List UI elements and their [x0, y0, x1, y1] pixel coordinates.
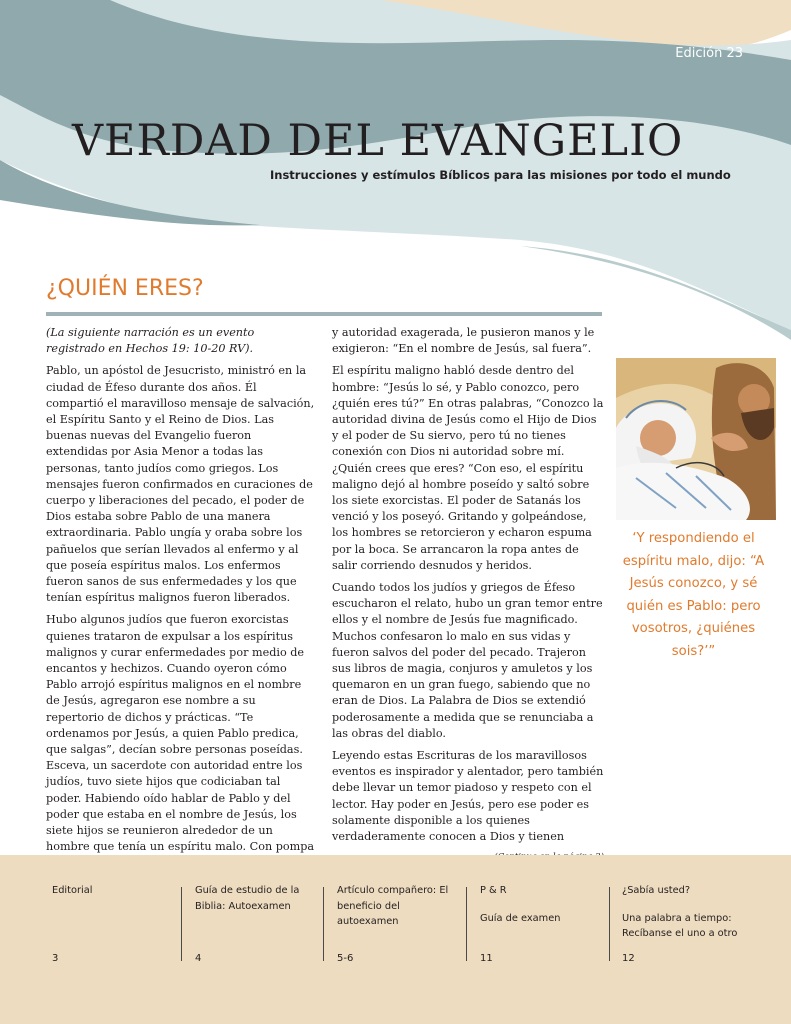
pull-quote: ‘Y respondiendo el espíritu malo, dijo: “A Jesús conozco, y sé quién es Pablo: pero vosotros, ¿quiénes sois?’”	[622, 531, 765, 659]
paragraph: Leyendo estas Escrituras de los maravillosos eventos es inspirador y alentador, pero también debe llevar un temor piadoso y respeto con el lector. Hay poder en Jesús, pero ese poder es solamente disponible a los quienes verdaderamente conocen a Dios y tienen	[332, 749, 604, 844]
footer-item-companion-article[interactable]	[337, 883, 462, 930]
masthead-title: VERDAD DEL EVANGELIO	[72, 116, 684, 166]
paragraph: y autoridad exagerada, le pusieron manos y le exigieron: “En el nombre de Jesús, sal fuera”.	[332, 326, 595, 356]
footer-item-study-guide[interactable]	[195, 883, 320, 914]
header-waves	[0, 0, 791, 380]
article-column-2	[332, 325, 604, 872]
paragraph: El espíritu maligno habló desde dentro del hombre: “Jesús lo sé, y Pablo conozco, pero ¿quién eres tú?” En otras palabras, “Conozco la autoridad divina de Jesús como el Hijo de Dios y el poder de Su siervo, pero tú no tienes conexión con Dios ni autoridad sobre mí. ¿Quién crees que eres? “Con eso, el espíritu maligno dejó al hombre poseído y saltó sobre los siete exorcistas. El poder de Satanás los venció y los poseyó. Gritando y golpeándose, los hombres se retorcieron y echaron espuma por la boca. Se arrancaron la ropa antes de salir corriendo desnudos y heridos.	[332, 364, 604, 572]
tagline: Instrucciones y estímulos Bíblicos para las misiones por todo el mundo	[270, 168, 731, 182]
footer-item-editorial[interactable]	[52, 883, 172, 899]
footer-divider	[609, 887, 610, 961]
contents-footer	[0, 855, 791, 1024]
edition-number: Edición 23	[675, 46, 743, 61]
footer-item-sublabel: Una palabra a tiempo: Recíbanse el uno a otro	[622, 912, 738, 939]
title-divider	[46, 312, 602, 316]
footer-page-number: 4	[195, 953, 202, 964]
footer-page-number: 3	[52, 953, 59, 964]
footer-item-qa[interactable]	[480, 883, 600, 926]
footer-item-label: Editorial	[52, 885, 93, 896]
footer-item-label: P & R	[480, 885, 507, 896]
exorcists-illustration	[616, 358, 776, 520]
footer-page-number: 5-6	[337, 953, 354, 964]
article-intro: (La siguiente narración es un evento registrado en Hechos 19: 10-20 RV).	[46, 326, 255, 356]
footer-item-sublabel: Guía de examen	[480, 912, 561, 924]
paragraph: Pablo, un apóstol de Jesucristo, ministró en la ciudad de Éfeso durante dos años. Él compartió el maravilloso mensaje de salvación, el Espíritu Santo y el Reino de Dios. Las buenas nuevas del Evangelio fueron extendidas por Asia Menor a todas las personas, tanto judíos como griegos. Los mensajes fueron confirmados en curaciones de cuerpo y liberaciones del pecado, el poder de Dios estaba sobre Pablo de una manera extraordinaria. Pablo ungía y oraba sobre los pañuelos que serían llevados al enfermo y al que poseía espíritus malos. Los enfermos fueron sanos de sus enfermedades y los que tenían espíritus malignos fueron liberados.	[46, 364, 315, 605]
footer-item-label: Artículo compañero: El beneficio del autoexamen	[337, 885, 449, 927]
footer-page-number: 11	[480, 953, 493, 964]
footer-divider	[323, 887, 324, 961]
article-column-1	[46, 325, 316, 862]
footer-item-label: Guía de estudio de la Biblia: Autoexamen	[195, 885, 300, 912]
footer-item-did-you-know[interactable]	[622, 883, 762, 942]
article-title: ¿QUIÉN ERES?	[46, 276, 204, 301]
paragraph: Cuando todos los judíos y griegos de Éfeso escucharon el relato, hubo un gran temor entre ellos y el nombre de Jesús fue magnificado. Muchos confesaron lo malo en sus vidas y fueron salvos del poder del pecado. Trajeron sus libros de magia, conjuros y amuletos y los quemaron en un gran fuego, sabiendo que no eran de Dios. La Palabra de Dios se extendió poderosamente a medida que se renunciaba a las obras del diablo.	[332, 581, 603, 740]
paragraph: Hubo algunos judíos que fueron exorcistas quienes trataron de expulsar a los espíritus malignos y curar enfermedades por medio de encantos y hechizos. Cuando oyeron cómo Pablo arrojó espíritus malignos en el nombre de Jesús, agregaron ese nombre a su repertorio de dichos y prácticas. “Te ordenamos por Jesús, a quien Pablo predica, que salgas”, decían sobre personas poseídas. Esceva, un sacerdote con autoridad entre los judíos, tuvo siete hijos que codiciaban tal poder. Habiendo oído hablar de Pablo y del poder que estaba en el nombre de Jesús, los siete hijos se reunieron alrededor de un hombre que tenía un espíritu malo. Con pompa	[46, 613, 315, 854]
footer-item-label: ¿Sabía usted?	[622, 885, 691, 896]
footer-divider	[181, 887, 182, 961]
footer-divider	[466, 887, 467, 961]
footer-page-number: 12	[622, 953, 635, 964]
